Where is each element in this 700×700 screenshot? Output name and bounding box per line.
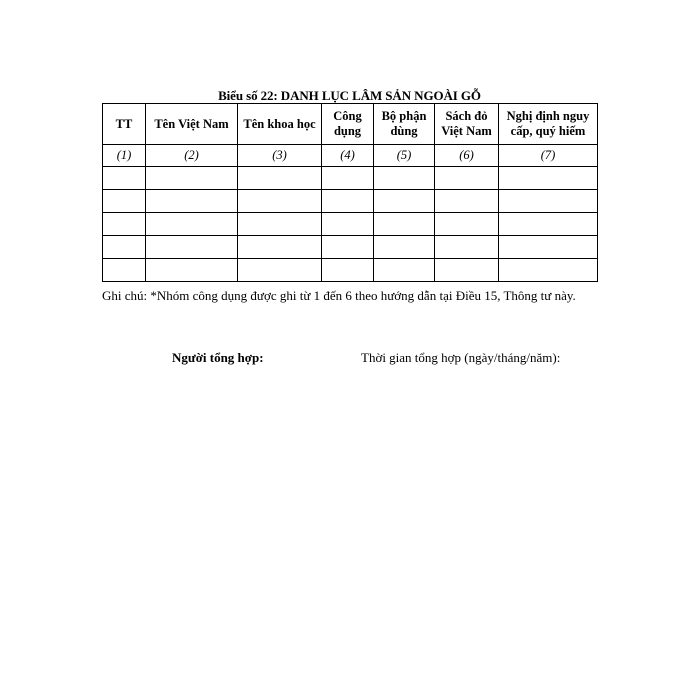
- table-cell: [435, 236, 499, 259]
- empty-rows: [103, 167, 598, 282]
- table-cell: [146, 213, 238, 236]
- footnote: Ghi chú: *Nhóm công dụng được ghi từ 1 đến 6 theo hướng dẫn tại Điều 15, Thông tư này.: [102, 288, 576, 303]
- compiler-label: Người tổng hợp:: [172, 350, 264, 365]
- table-cell: [238, 213, 322, 236]
- table-cell: [103, 190, 146, 213]
- table-cell: [103, 167, 146, 190]
- column-number: (5): [374, 145, 435, 167]
- column-number: (4): [322, 145, 374, 167]
- table-cell: [435, 213, 499, 236]
- table-cell: [499, 167, 598, 190]
- table-cell: [435, 259, 499, 282]
- table-cell: [322, 259, 374, 282]
- table-cell: [322, 213, 374, 236]
- table-row: [103, 236, 598, 259]
- header-tt: TT: [103, 104, 146, 145]
- non-timber-forest-products-table: [102, 103, 598, 282]
- compile-date-label: Thời gian tổng hợp (ngày/tháng/năm):: [361, 350, 561, 365]
- table-cell: [435, 167, 499, 190]
- table-cell: [322, 236, 374, 259]
- table-cell: [435, 190, 499, 213]
- table-cell: [103, 213, 146, 236]
- column-number: (1): [103, 145, 146, 167]
- table-cell: [103, 236, 146, 259]
- table-cell: [374, 213, 435, 236]
- table-cell: [499, 213, 598, 236]
- table-cell: [374, 190, 435, 213]
- header-vietnamese-name: Tên Việt Nam: [146, 104, 238, 145]
- column-number-row: [103, 145, 598, 167]
- table-cell: [103, 259, 146, 282]
- table-cell: [499, 190, 598, 213]
- table-cell: [499, 259, 598, 282]
- table-cell: [499, 236, 598, 259]
- header-part-used: Bộ phận dùng: [374, 104, 435, 145]
- header-usage: Công dụng: [322, 104, 374, 145]
- table-cell: [238, 190, 322, 213]
- table-row: [103, 190, 598, 213]
- form-title: Biểu số 22: DANH LỤC LÂM SẢN NGOÀI GỖ: [218, 88, 481, 103]
- header-scientific-name: Tên khoa học: [238, 104, 322, 145]
- header-decree: Nghị định nguy cấp, quý hiếm: [499, 104, 598, 145]
- table-cell: [238, 236, 322, 259]
- table-cell: [238, 167, 322, 190]
- table-cell: [238, 259, 322, 282]
- table-cell: [146, 190, 238, 213]
- table-row: [103, 213, 598, 236]
- table-cell: [322, 167, 374, 190]
- column-number: (2): [146, 145, 238, 167]
- column-number: (7): [499, 145, 598, 167]
- table-row: [103, 259, 598, 282]
- table-cell: [322, 190, 374, 213]
- table-cell: [374, 236, 435, 259]
- table-cell: [374, 167, 435, 190]
- table-cell: [146, 236, 238, 259]
- table-row: [103, 167, 598, 190]
- header-red-book: Sách đỏ Việt Nam: [435, 104, 499, 145]
- table-header-row: [103, 104, 598, 145]
- table-cell: [146, 259, 238, 282]
- column-number: (3): [238, 145, 322, 167]
- table-cell: [146, 167, 238, 190]
- column-number: (6): [435, 145, 499, 167]
- table-cell: [374, 259, 435, 282]
